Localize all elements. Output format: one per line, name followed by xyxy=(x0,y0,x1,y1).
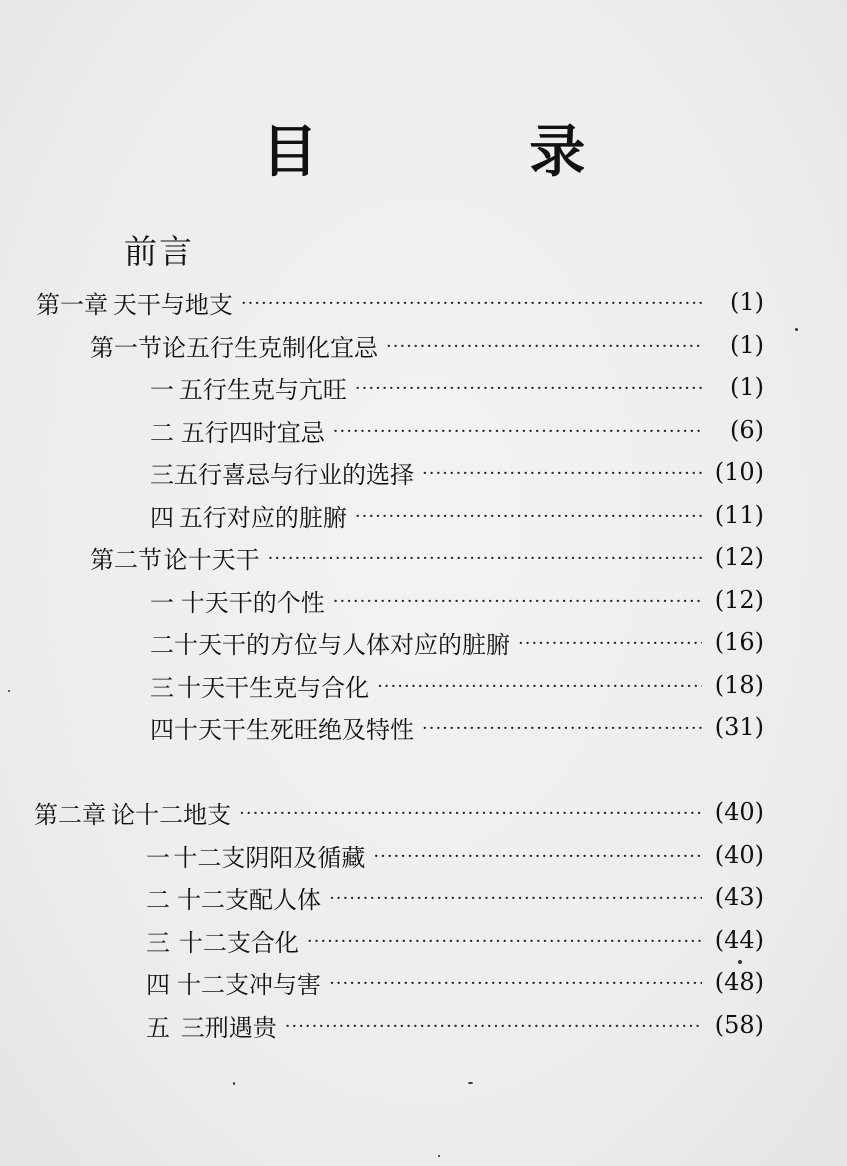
toc-page: (48) xyxy=(714,968,764,996)
leader-dots xyxy=(239,792,702,832)
leader-dots xyxy=(285,1005,702,1045)
toc-entry xyxy=(146,920,764,960)
leader-dots xyxy=(422,452,702,492)
toc-entry xyxy=(150,452,764,492)
toc-entry xyxy=(150,410,764,450)
toc-page: (31) xyxy=(714,713,764,741)
toc-page: (18) xyxy=(714,671,764,699)
toc-page: (1) xyxy=(730,331,764,359)
toc-entry xyxy=(146,835,764,875)
toc-entry xyxy=(146,877,764,917)
toc-title: 十二支合化 xyxy=(178,928,299,957)
toc-title: 十天干生死旺绝及特性 xyxy=(174,715,414,744)
leader-dots xyxy=(329,962,702,1002)
toc-title: 论十二地支 xyxy=(111,800,232,829)
toc-title: 五行喜忌与行业的选择 xyxy=(174,460,414,489)
toc-entry xyxy=(90,537,764,577)
toc-entry xyxy=(150,707,764,747)
toc-entry xyxy=(34,792,764,832)
scan-speck xyxy=(468,1082,473,1084)
toc-number: 第一节 xyxy=(90,333,162,362)
toc-page: (58) xyxy=(714,1011,764,1039)
toc-number: 四 xyxy=(146,970,170,999)
toc-entry xyxy=(146,962,764,1002)
toc-page: (6) xyxy=(730,416,764,444)
toc-page: (43) xyxy=(714,883,764,911)
toc-title: 十天干生克与合化 xyxy=(177,673,370,702)
toc-page: (1) xyxy=(730,373,764,401)
toc-number: 二 xyxy=(146,885,170,914)
toc-page: (12) xyxy=(714,543,764,571)
leader-dots xyxy=(422,707,702,747)
leader-dots xyxy=(518,622,702,662)
toc-title: 五行生克与亢旺 xyxy=(178,375,347,404)
toc-title: 五行对应的脏腑 xyxy=(178,503,347,532)
toc-entry xyxy=(150,367,764,407)
toc-page: (1) xyxy=(730,288,764,316)
toc-page: (40) xyxy=(714,841,764,869)
toc-page: (11) xyxy=(714,501,764,529)
scan-speck xyxy=(8,690,10,692)
toc-number: 第二节 xyxy=(90,545,162,574)
leader-dots xyxy=(268,537,702,577)
toc-number: 一 xyxy=(150,588,174,617)
toc-title: 十二支配人体 xyxy=(177,885,322,914)
leader-dots xyxy=(373,835,702,875)
leader-dots xyxy=(377,665,702,705)
toc-entry xyxy=(36,282,764,322)
toc-entry xyxy=(150,495,764,535)
toc-title: 十二支阴阳及循藏 xyxy=(173,843,366,872)
toc-entry xyxy=(150,665,764,705)
toc-number: 第一章 xyxy=(36,290,108,319)
toc-number: 三 xyxy=(146,928,170,957)
toc-page: (12) xyxy=(714,586,764,614)
toc-page: (10) xyxy=(714,458,764,486)
toc-page: (40) xyxy=(714,798,764,826)
toc-title: 十二支冲与害 xyxy=(177,970,322,999)
toc-number: 三 xyxy=(150,460,174,489)
toc-number: 一 xyxy=(146,843,170,872)
toc-number: 一 xyxy=(150,375,174,404)
toc-entry xyxy=(146,1005,764,1045)
preface-heading: 前言 xyxy=(124,232,194,271)
leader-dots xyxy=(329,877,702,917)
toc-number: 四 xyxy=(150,503,174,532)
toc-page: (16) xyxy=(714,628,764,656)
toc-number: 二 xyxy=(150,418,174,447)
toc-entry xyxy=(150,580,764,620)
leader-dots xyxy=(386,325,702,365)
toc-page: (44) xyxy=(714,926,764,954)
page-title: 目 录 xyxy=(261,120,682,185)
leader-dots xyxy=(355,367,702,407)
leader-dots xyxy=(355,495,702,535)
leader-dots xyxy=(307,920,702,960)
toc-title: 论五行生克制化宜忌 xyxy=(162,333,378,362)
toc-entry xyxy=(90,325,764,365)
toc-title: 三刑遇贵 xyxy=(180,1013,277,1042)
toc-number: 二 xyxy=(150,630,174,659)
toc-title: 十天干的方位与人体对应的脏腑 xyxy=(174,630,510,659)
scan-speck xyxy=(795,328,798,331)
toc-number: 第二章 xyxy=(34,800,106,829)
toc-number: 三 xyxy=(150,673,174,702)
toc-number: 五 xyxy=(146,1013,170,1042)
toc-title: 天干与地支 xyxy=(112,290,233,319)
toc-entry xyxy=(150,622,764,662)
toc-title: 五行四时宜忌 xyxy=(180,418,325,447)
scan-speck xyxy=(438,1155,440,1157)
toc-title: 十天干的个性 xyxy=(180,588,325,617)
scan-speck xyxy=(738,960,742,964)
toc-title: 论十天干 xyxy=(163,545,260,574)
leader-dots xyxy=(333,410,702,450)
toc-number: 四 xyxy=(150,715,174,744)
leader-dots xyxy=(333,580,702,620)
leader-dots xyxy=(241,282,702,322)
scan-speck xyxy=(233,1082,235,1085)
